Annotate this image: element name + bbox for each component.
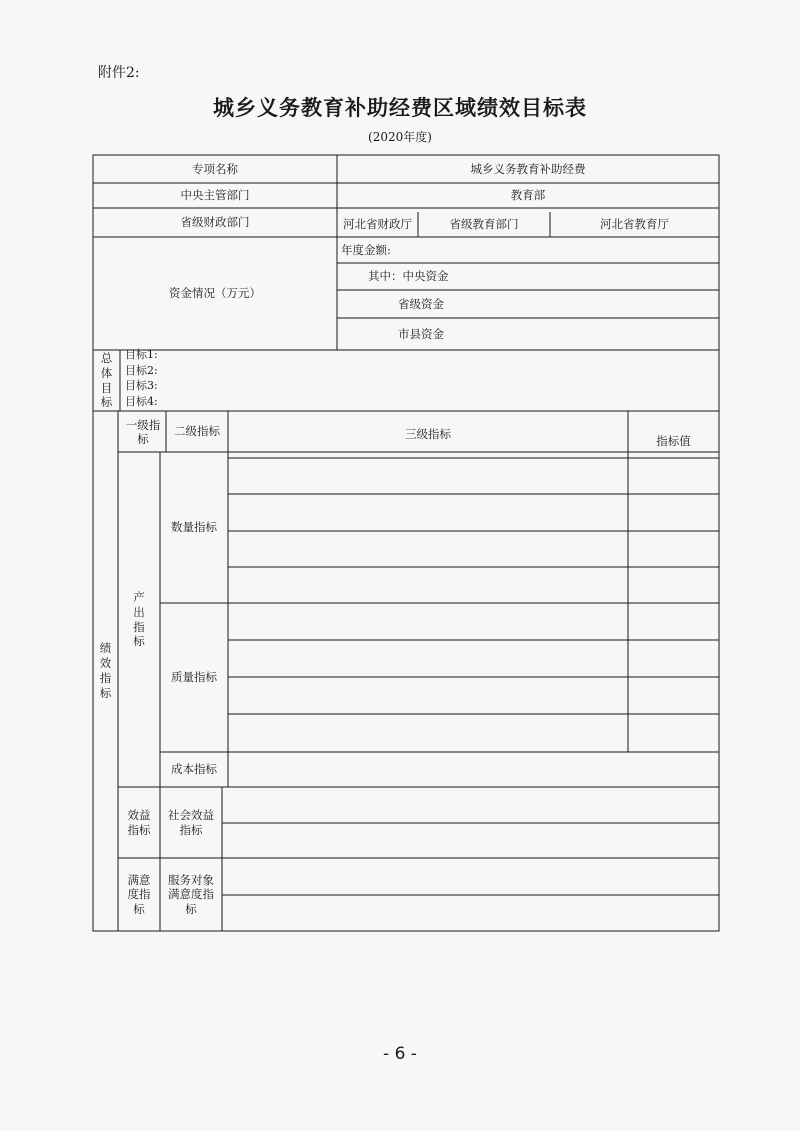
goal-1: 目标1: (125, 348, 158, 361)
satisfaction-indicator-label: 满意度指标 (127, 872, 151, 916)
social-benefit-label: 社会效益指标 (168, 808, 214, 837)
provincial-edu-value: 河北省教育厅 (600, 217, 669, 232)
goal-2: 目标2: (125, 363, 158, 377)
page-title: 城乡义务教育补助经费区域绩效目标表 (213, 95, 587, 120)
quantity-indicator-label: 数量指标 (171, 520, 217, 535)
level3-header: 三级指标 (405, 427, 451, 442)
goals-list (125, 347, 158, 409)
overall-goal-label: 总 体 目 标 (100, 350, 113, 410)
project-name-value: 城乡义务教育补助经费 (470, 161, 586, 176)
output-indicator-label: 产 出 指 标 (133, 589, 145, 649)
provincial-finance-label: 省级财政部门 (180, 215, 250, 230)
quality-indicator-label: 质量指标 (171, 670, 217, 685)
goal-4: 目标4: (125, 394, 158, 408)
annex-label: 附件2: (98, 65, 140, 81)
funds-label: 资金情况（万元） (169, 286, 261, 301)
annual-amount-label: 年度金额: (341, 242, 391, 257)
service-satisfaction-label: 服务对象满意度指标 (168, 872, 214, 916)
level1-header: 一级指标 (125, 417, 161, 446)
goal-3: 目标3: (125, 379, 158, 392)
page-number: - 6 - (383, 1044, 417, 1064)
central-dept-value: 教育部 (510, 188, 546, 203)
benefit-indicator-label: 效益指标 (127, 808, 151, 837)
perf-indicator-label: 绩 效 指 标 (99, 641, 112, 700)
level2-header: 二级指标 (174, 424, 220, 439)
year-label: (2020年度) (368, 130, 432, 144)
project-name-label: 专项名称 (192, 161, 238, 176)
provincial-finance-value: 河北省财政厅 (343, 217, 412, 232)
value-header: 指标值 (656, 433, 691, 448)
central-dept-label: 中央主管部门 (180, 188, 250, 203)
cost-indicator-label: 成本指标 (171, 762, 217, 777)
central-funds-label: 其中：中央资金 (368, 269, 449, 284)
provincial-funds-label: 省级资金 (398, 296, 444, 311)
provincial-edu-label: 省级教育部门 (449, 217, 519, 232)
city-county-funds-label: 市县资金 (398, 326, 444, 341)
